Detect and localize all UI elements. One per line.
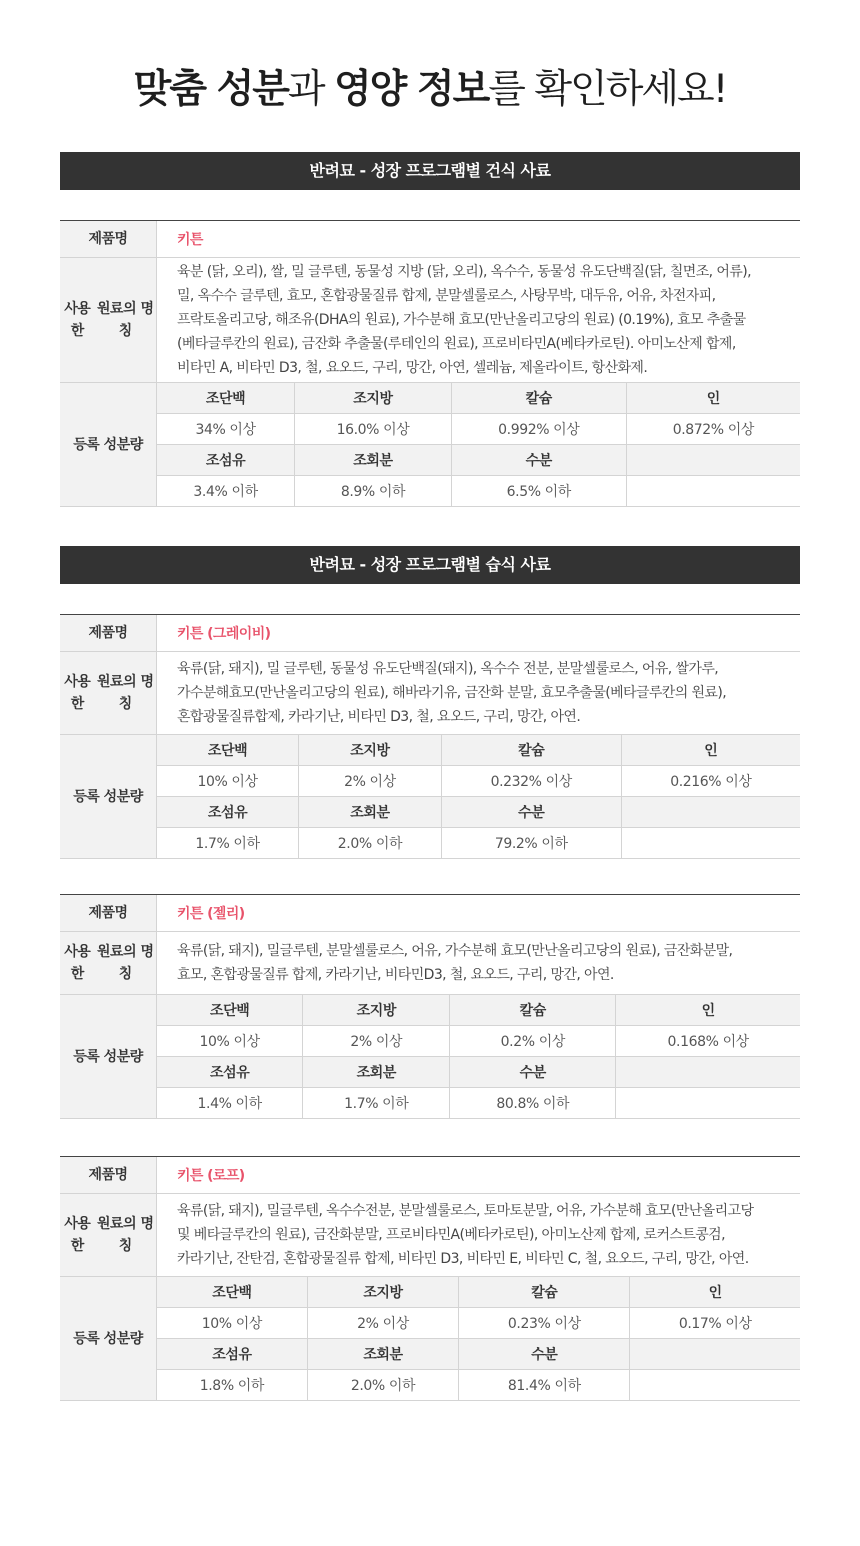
ingredients-label-line-1: 사용한 [64, 944, 91, 982]
nutrient-header-row [157, 797, 800, 828]
nutrient-header-row [157, 1057, 800, 1088]
ingredients-label-line-2: 원료의 명칭 [97, 674, 154, 712]
nutrient-value-fat: 16.0% 이상 [295, 414, 452, 445]
product-name-label: 제품명 [60, 615, 157, 651]
nutrient-header-row [157, 383, 800, 414]
nutrient-empty-cell [616, 1057, 800, 1088]
ingredients-label [60, 258, 157, 382]
nutrient-header-calcium: 칼슘 [441, 735, 621, 766]
nutrients-row [60, 1277, 800, 1401]
nutrient-header-row [157, 735, 800, 766]
product-name-value: 키튼 (로프) [177, 1168, 245, 1184]
page-headline [0, 58, 860, 114]
nutrient-header-fat: 조지방 [299, 735, 442, 766]
ingredients-line: (베타글루칸의 원료), 금잔화 추출물(루테인의 원료), 프로비타민A(베타카로틴). 아미노산제 합제, [177, 336, 736, 352]
nutrient-header-calcium: 칼슘 [451, 383, 626, 414]
nutrient-header-fat: 조지방 [303, 995, 450, 1026]
nutrient-header-moisture: 수분 [459, 1339, 630, 1370]
nutrients-label: 등록 성분량 [60, 383, 157, 506]
nutrient-value-moisture: 79.2% 이하 [441, 828, 621, 859]
headline-part-4: 를 확인하세요! [488, 67, 727, 112]
nutrient-value-row [157, 1308, 800, 1339]
ingredients-label-line-1: 사용한 [64, 674, 91, 712]
nutrient-header-row [157, 995, 800, 1026]
nutrient-header-moisture: 수분 [441, 797, 621, 828]
nutrients-label: 등록 성분량 [60, 995, 157, 1118]
nutrient-value-fiber: 3.4% 이하 [157, 476, 295, 507]
nutrient-value-fat: 2% 이상 [303, 1026, 450, 1057]
nutrient-value-phosphorus: 0.168% 이상 [616, 1026, 800, 1057]
product-name-row [60, 1157, 800, 1194]
ingredients-label-line-1: 사용한 [64, 301, 91, 339]
nutrient-value-row [157, 476, 800, 507]
nutrients-row [60, 383, 800, 507]
ingredients-line: 및 베타글루칸의 원료), 금잔화분말, 프로비타민A(베타카로틴), 아미노산제 합제, 로커스트콩검, [177, 1227, 725, 1243]
nutrient-value-phosphorus: 0.216% 이상 [621, 766, 800, 797]
nutrients-label: 등록 성분량 [60, 735, 157, 858]
nutrient-empty-cell [621, 797, 800, 828]
nutrient-header-phosphorus: 인 [616, 995, 800, 1026]
ingredients-value [157, 1194, 800, 1276]
ingredients-label-line-2: 원료의 명칭 [97, 944, 154, 982]
nutrient-value-fiber: 1.4% 이하 [157, 1088, 303, 1119]
nutrient-value-fat: 2% 이상 [299, 766, 442, 797]
product-card [60, 1156, 800, 1401]
nutrient-header-phosphorus: 인 [621, 735, 800, 766]
ingredients-value [157, 652, 800, 734]
nutrient-header-ash: 조회분 [295, 445, 452, 476]
product-name-value: 키튼 (젤리) [177, 906, 245, 922]
nutrient-value-moisture: 80.8% 이하 [450, 1088, 616, 1119]
ingredients-label-line-2: 원료의 명칭 [97, 301, 154, 339]
nutrient-value-ash: 8.9% 이하 [295, 476, 452, 507]
nutrient-value-protein: 10% 이상 [157, 1308, 307, 1339]
ingredients-line: 프락토올리고당, 해조유(DHA의 원료), 가수분해 효모(만난올리고당의 원료) (0.19%), 효모 추출물 [177, 312, 746, 328]
nutrient-empty-cell [626, 445, 800, 476]
product-name-value: 키튼 [177, 232, 203, 248]
product-name-value: 키튼 (그레이비) [177, 626, 271, 642]
nutrient-value-row [157, 1370, 800, 1401]
nutrient-header-moisture: 수분 [451, 445, 626, 476]
nutrient-header-fiber: 조섬유 [157, 797, 299, 828]
ingredients-line: 육류(닭, 돼지), 밀 글루텐, 동물성 유도단백질(돼지), 옥수수 전분, 분말셀룰로스, 어유, 쌀가루, [177, 661, 719, 677]
nutrient-value-fat: 2% 이상 [307, 1308, 458, 1339]
nutrient-value-calcium: 0.23% 이상 [459, 1308, 630, 1339]
nutrient-value-calcium: 0.2% 이상 [450, 1026, 616, 1057]
nutrient-header-calcium: 칼슘 [459, 1277, 630, 1308]
nutrient-value-protein: 34% 이상 [157, 414, 295, 445]
nutrient-value-calcium: 0.992% 이상 [451, 414, 626, 445]
ingredients-row [60, 652, 800, 735]
ingredients-line: 육분 (닭, 오리), 쌀, 밀 글루텐, 동물성 지방 (닭, 오리), 옥수수, 동물성 유도단백질(닭, 칠면조, 어류), [177, 264, 751, 280]
headline-part-3: 영양 정보 [334, 67, 489, 112]
ingredients-row [60, 932, 800, 995]
nutrient-header-fat: 조지방 [295, 383, 452, 414]
ingredients-line: 육류(닭, 돼지), 밀글루텐, 옥수수전분, 분말셀룰로스, 토마토분말, 어유, 가수분해 효모(만난올리고당 [177, 1203, 754, 1219]
nutrients-table [157, 1277, 800, 1400]
nutrient-header-row [157, 1277, 800, 1308]
ingredients-line: 밀, 옥수수 글루텐, 효모, 혼합광물질류 합제, 분말셀룰로스, 사탕무박, 대두유, 어유, 차전자피, [177, 288, 716, 304]
ingredients-row [60, 1194, 800, 1277]
nutrient-value-ash: 1.7% 이하 [303, 1088, 450, 1119]
nutrient-header-row [157, 1339, 800, 1370]
ingredients-line: 카라기난, 잔탄검, 혼합광물질류 합제, 비타민 D3, 비타민 E, 비타민 C, 철, 요오드, 구리, 망간, 아연. [177, 1251, 749, 1267]
nutrient-header-protein: 조단백 [157, 735, 299, 766]
ingredients-line: 혼합광물질류합제, 카라기난, 비타민 D3, 철, 요오드, 구리, 망간, 아연. [177, 709, 581, 725]
product-name-row [60, 221, 800, 258]
nutrient-empty-cell [630, 1370, 800, 1401]
nutrient-value-ash: 2.0% 이하 [307, 1370, 458, 1401]
ingredients-row [60, 258, 800, 383]
nutrient-header-row [157, 445, 800, 476]
ingredients-line: 비타민 A, 비타민 D3, 철, 요오드, 구리, 망간, 아연, 셀레늄, 제올라이트, 항산화제. [177, 360, 648, 376]
nutrient-value-ash: 2.0% 이하 [299, 828, 442, 859]
product-name-row [60, 615, 800, 652]
product-name-label: 제품명 [60, 1157, 157, 1193]
nutrient-value-fiber: 1.8% 이하 [157, 1370, 307, 1401]
product-name-label: 제품명 [60, 221, 157, 257]
ingredients-value [157, 932, 800, 994]
ingredients-label-line-1: 사용한 [64, 1216, 91, 1254]
ingredients-label [60, 932, 157, 994]
nutrient-value-row [157, 766, 800, 797]
nutrient-header-protein: 조단백 [157, 383, 295, 414]
nutrient-value-row [157, 414, 800, 445]
ingredients-value [157, 258, 800, 382]
ingredients-line: 가수분해효모(만난올리고당의 원료), 해바라기유, 금잔화 분말, 효모추출물(베타글루칸의 원료), [177, 685, 727, 701]
nutrient-value-phosphorus: 0.17% 이상 [630, 1308, 800, 1339]
nutrient-value-moisture: 81.4% 이하 [459, 1370, 630, 1401]
nutrient-value-fiber: 1.7% 이하 [157, 828, 299, 859]
nutrients-table [157, 383, 800, 506]
nutrient-value-protein: 10% 이상 [157, 1026, 303, 1057]
nutrient-header-phosphorus: 인 [630, 1277, 800, 1308]
nutrient-header-fiber: 조섬유 [157, 1057, 303, 1088]
nutrient-empty-cell [616, 1088, 800, 1119]
product-card [60, 614, 800, 859]
nutrient-header-fiber: 조섬유 [157, 445, 295, 476]
nutrient-header-moisture: 수분 [450, 1057, 616, 1088]
nutrient-value-row [157, 1026, 800, 1057]
nutrient-value-protein: 10% 이상 [157, 766, 299, 797]
nutrient-header-protein: 조단백 [157, 995, 303, 1026]
nutrient-header-phosphorus: 인 [626, 383, 800, 414]
nutrients-table [157, 735, 800, 858]
nutrients-table [157, 995, 800, 1118]
nutrient-value-phosphorus: 0.872% 이상 [626, 414, 800, 445]
nutrient-value-moisture: 6.5% 이하 [451, 476, 626, 507]
nutrient-value-row [157, 1088, 800, 1119]
nutrient-empty-cell [621, 828, 800, 859]
nutrient-header-calcium: 칼슘 [450, 995, 616, 1026]
section-title-bar: 반려묘 - 성장 프로그램별 습식 사료 [60, 546, 800, 584]
nutrient-header-ash: 조회분 [303, 1057, 450, 1088]
headline-part-2: 과 [287, 67, 334, 112]
nutrient-empty-cell [630, 1339, 800, 1370]
nutrient-header-fat: 조지방 [307, 1277, 458, 1308]
ingredients-line: 효모, 혼합광물질류 합제, 카라기난, 비타민D3, 철, 요오드, 구리, 망간, 아연. [177, 967, 614, 983]
ingredients-label [60, 652, 157, 734]
ingredients-label [60, 1194, 157, 1276]
nutrient-value-row [157, 828, 800, 859]
nutrient-value-calcium: 0.232% 이상 [441, 766, 621, 797]
nutrients-row [60, 995, 800, 1119]
product-name-row [60, 895, 800, 932]
nutrient-header-ash: 조회분 [299, 797, 442, 828]
nutrients-label: 등록 성분량 [60, 1277, 157, 1400]
product-card [60, 894, 800, 1119]
nutrients-row [60, 735, 800, 859]
nutrient-empty-cell [626, 476, 800, 507]
nutrient-header-protein: 조단백 [157, 1277, 307, 1308]
nutrient-header-fiber: 조섬유 [157, 1339, 307, 1370]
ingredients-label-line-2: 원료의 명칭 [97, 1216, 154, 1254]
product-card [60, 220, 800, 507]
product-name-label: 제품명 [60, 895, 157, 931]
section-title-bar: 반려묘 - 성장 프로그램별 건식 사료 [60, 152, 800, 190]
headline-part-1: 맞춤 성분 [133, 67, 288, 112]
nutrient-header-ash: 조회분 [307, 1339, 458, 1370]
ingredients-line: 육류(닭, 돼지), 밀글루텐, 분말셀룰로스, 어유, 가수분해 효모(만난올리고당의 원료), 금잔화분말, [177, 943, 733, 959]
